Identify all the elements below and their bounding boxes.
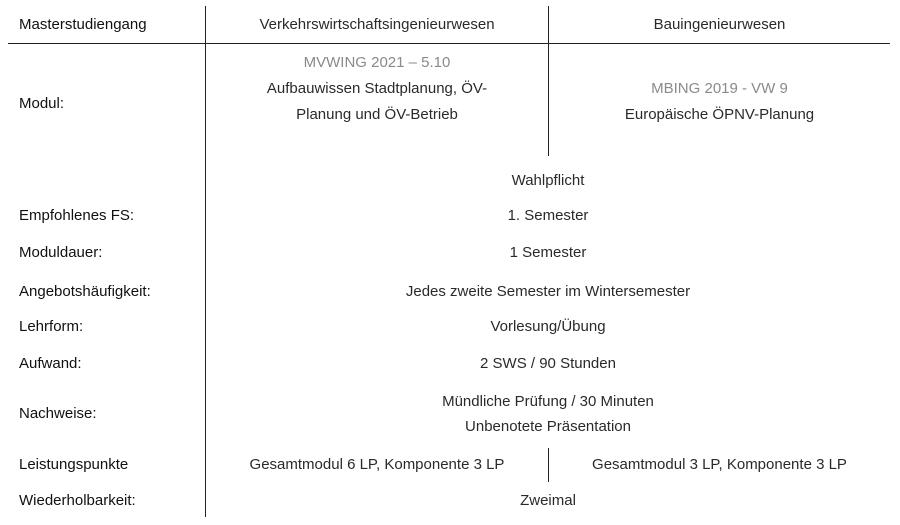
wahlpflicht: Wahlpflicht xyxy=(511,172,585,189)
fs-value: 1. Semester xyxy=(507,207,589,224)
modul-col2-code: MBING 2019 - VW 9 xyxy=(651,80,788,97)
nachweise-label: Nachweise: xyxy=(19,405,97,422)
lp-col1: Gesamtmodul 6 LP, Komponente 3 LP xyxy=(249,456,505,473)
modul-col1-line1: Aufbauwissen Stadtplanung, ÖV- xyxy=(266,80,488,97)
header-col1: Verkehrswirtschaftsingenieurwesen xyxy=(259,16,495,33)
lp-col2: Gesamtmodul 3 LP, Komponente 3 LP xyxy=(592,456,847,473)
haeufigkeit-value: Jedes zweite Semester im Wintersemester xyxy=(405,283,691,300)
dauer-value: 1 Semester xyxy=(509,244,587,261)
header-divider xyxy=(8,43,890,44)
wiederholbarkeit-label: Wiederholbarkeit: xyxy=(19,492,136,509)
aufwand-value: 2 SWS / 90 Stunden xyxy=(480,355,616,372)
dauer-label: Moduldauer: xyxy=(19,244,103,261)
lehrform-value: Vorlesung/Übung xyxy=(490,318,606,335)
modul-label: Modul: xyxy=(19,95,65,112)
modul-col1-code: MVWING 2021 – 5.10 xyxy=(303,54,451,71)
header-col2: Bauingenieurwesen xyxy=(653,16,786,33)
lehrform-label: Lehrform: xyxy=(19,318,84,335)
wiederholbarkeit-value: Zweimal xyxy=(520,492,576,509)
fs-label: Empfohlenes FS: xyxy=(19,207,135,224)
lp-label: Leistungspunkte xyxy=(19,456,129,473)
nachweise-line2: Unbenotete Präsentation xyxy=(465,418,631,435)
aufwand-label: Aufwand: xyxy=(19,355,82,372)
header-label: Masterstudiengang xyxy=(19,16,147,33)
modul-col1-line2: Planung und ÖV-Betrieb xyxy=(296,106,458,123)
haeufigkeit-label: Angebotshäufigkeit: xyxy=(19,283,151,300)
modul-col2-name: Europäische ÖPNV-Planung xyxy=(624,106,815,123)
nachweise-line1: Mündliche Prüfung / 30 Minuten xyxy=(442,393,654,410)
